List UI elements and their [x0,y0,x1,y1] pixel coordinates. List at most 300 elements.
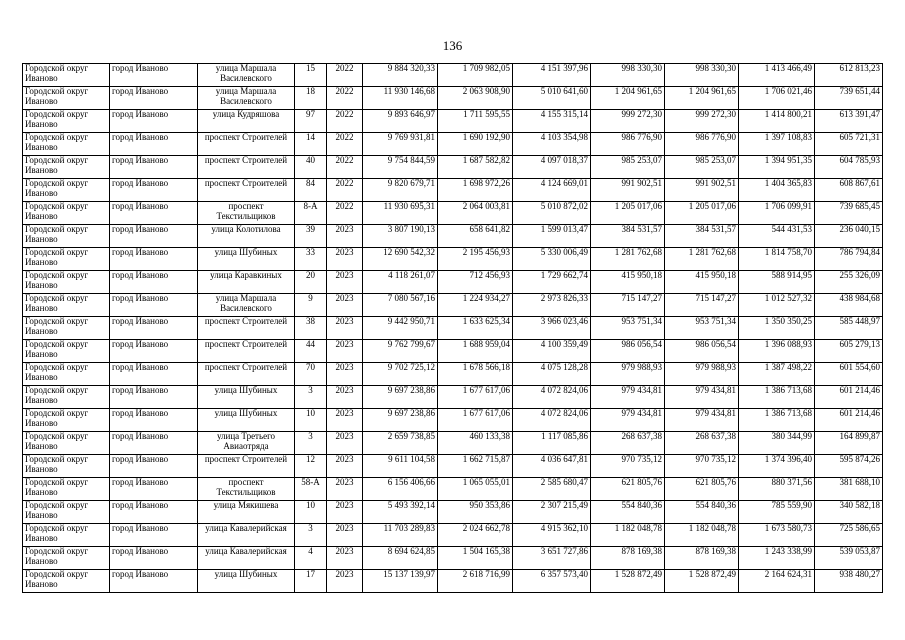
cell-total: 9 697 238,86 [363,409,438,432]
cell-col-10: 880 371,56 [739,478,815,501]
cell-district: Городской округ Иваново [23,271,110,294]
table-body [23,64,883,593]
cell-district: Городской округ Иваново [23,455,110,478]
cell-col-7: 5 010 872,02 [513,202,591,225]
cell-col-10: 1 012 527,32 [739,294,815,317]
table-row [23,294,883,317]
cell-district: Городской округ Иваново [23,386,110,409]
cell-col-11: 601 214,46 [815,386,883,409]
cell-total: 8 694 624,85 [363,547,438,570]
table-row [23,110,883,133]
cell-col-10: 785 559,90 [739,501,815,524]
cell-col-8: 979 434,81 [591,409,665,432]
cell-col-11: 739 651,44 [815,87,883,110]
cell-year: 2022 [327,202,363,225]
cell-col-7: 1 729 662,74 [513,271,591,294]
cell-col-7: 4 124 669,01 [513,179,591,202]
cell-col-11: 605 279,13 [815,340,883,363]
page-number: 136 [442,38,463,53]
cell-col-11: 612 813,23 [815,64,883,87]
cell-year: 2023 [327,248,363,271]
cell-col-9: 1 205 017,06 [665,202,739,225]
cell-street: улица Кавалерийская [198,547,295,570]
cell-col-9: 1 281 762,68 [665,248,739,271]
cell-col-6: 658 641,82 [438,225,513,248]
cell-col-11: 613 391,47 [815,110,883,133]
table-row [23,478,883,501]
cell-city: город Иваново [110,133,198,156]
cell-total: 9 762 799,67 [363,340,438,363]
cell-total: 9 442 950,71 [363,317,438,340]
cell-total: 7 080 567,16 [363,294,438,317]
cell-col-6: 1 662 715,87 [438,455,513,478]
table-row [23,202,883,225]
cell-street: проспект Строителей [198,363,295,386]
cell-street: проспект Строителей [198,317,295,340]
cell-col-7: 1 599 013,47 [513,225,591,248]
table-row [23,179,883,202]
cell-street: улица Мякишева [198,501,295,524]
cell-col-6: 2 024 662,78 [438,524,513,547]
cell-col-8: 986 776,90 [591,133,665,156]
cell-house: 38 [295,317,327,340]
cell-col-8: 268 637,38 [591,432,665,455]
cell-house: 18 [295,87,327,110]
cell-city: город Иваново [110,64,198,87]
cell-col-11: 601 554,60 [815,363,883,386]
cell-col-8: 998 330,30 [591,64,665,87]
cell-total: 9 893 646,97 [363,110,438,133]
cell-col-7: 4 075 128,28 [513,363,591,386]
cell-col-6: 1 711 595,55 [438,110,513,133]
cell-col-7: 3 966 023,46 [513,317,591,340]
cell-col-9: 970 735,12 [665,455,739,478]
cell-house: 40 [295,156,327,179]
cell-col-6: 1 677 617,06 [438,409,513,432]
cell-district: Городской округ Иваново [23,87,110,110]
cell-year: 2023 [327,547,363,570]
cell-col-10: 588 914,95 [739,271,815,294]
cell-col-7: 1 117 085,86 [513,432,591,455]
cell-year: 2022 [327,156,363,179]
cell-col-10: 1 386 713,68 [739,386,815,409]
cell-year: 2023 [327,455,363,478]
cell-year: 2022 [327,110,363,133]
cell-street: улица Маршала Василевского [198,64,295,87]
cell-col-6: 460 133,38 [438,432,513,455]
cell-col-9: 979 434,81 [665,409,739,432]
cell-col-7: 4 103 354,98 [513,133,591,156]
cell-house: 4 [295,547,327,570]
cell-house: 3 [295,524,327,547]
cell-city: город Иваново [110,179,198,202]
cell-house: 58-А [295,478,327,501]
cell-total: 9 754 844,59 [363,156,438,179]
cell-house: 70 [295,363,327,386]
cell-col-10: 1 814 758,70 [739,248,815,271]
table-row [23,363,883,386]
cell-year: 2023 [327,340,363,363]
cell-total: 15 137 139,97 [363,570,438,593]
cell-col-11: 725 586,65 [815,524,883,547]
cell-house: 39 [295,225,327,248]
table-row [23,156,883,179]
table-row [23,225,883,248]
cell-year: 2023 [327,478,363,501]
cell-col-10: 1 706 099,91 [739,202,815,225]
cell-col-6: 1 677 617,06 [438,386,513,409]
cell-street: проспект Строителей [198,156,295,179]
table-row [23,87,883,110]
cell-house: 44 [295,340,327,363]
cell-col-7: 4 100 359,49 [513,340,591,363]
cell-col-7: 5 330 006,49 [513,248,591,271]
cell-year: 2023 [327,432,363,455]
cell-col-7: 4 072 824,06 [513,386,591,409]
cell-col-9: 998 330,30 [665,64,739,87]
cell-col-11: 938 480,27 [815,570,883,593]
cell-col-9: 1 182 048,78 [665,524,739,547]
cell-district: Городской округ Иваново [23,478,110,501]
cell-city: город Иваново [110,294,198,317]
cell-col-10: 1 706 021,46 [739,87,815,110]
cell-house: 17 [295,570,327,593]
cell-city: город Иваново [110,432,198,455]
cell-house: 8-А [295,202,327,225]
cell-house: 3 [295,432,327,455]
table-row [23,248,883,271]
table-row [23,455,883,478]
cell-col-7: 2 973 826,33 [513,294,591,317]
cell-year: 2022 [327,64,363,87]
cell-street: проспект Строителей [198,133,295,156]
cell-year: 2022 [327,87,363,110]
cell-total: 5 493 392,14 [363,501,438,524]
cell-house: 10 [295,409,327,432]
table-row [23,570,883,593]
cell-district: Городской округ Иваново [23,340,110,363]
cell-col-11: 539 053,87 [815,547,883,570]
cell-col-8: 986 056,54 [591,340,665,363]
cell-total: 11 930 695,31 [363,202,438,225]
cell-year: 2023 [327,225,363,248]
cell-col-11: 604 785,93 [815,156,883,179]
cell-col-9: 415 950,18 [665,271,739,294]
cell-year: 2023 [327,363,363,386]
cell-city: город Иваново [110,570,198,593]
cell-district: Городской округ Иваново [23,110,110,133]
cell-col-7: 4 155 315,14 [513,110,591,133]
cell-col-8: 621 805,76 [591,478,665,501]
cell-total: 2 659 738,85 [363,432,438,455]
cell-city: город Иваново [110,87,198,110]
cell-col-8: 1 182 048,78 [591,524,665,547]
cell-col-6: 950 353,86 [438,501,513,524]
cell-street: проспект Строителей [198,179,295,202]
cell-col-9: 991 902,51 [665,179,739,202]
cell-district: Городской округ Иваново [23,501,110,524]
cell-col-10: 1 374 396,40 [739,455,815,478]
cell-col-9: 985 253,07 [665,156,739,179]
cell-col-10: 2 164 624,31 [739,570,815,593]
cell-col-6: 1 688 959,04 [438,340,513,363]
cell-col-6: 2 195 456,93 [438,248,513,271]
cell-col-8: 979 988,93 [591,363,665,386]
cell-col-8: 970 735,12 [591,455,665,478]
cell-col-6: 1 504 165,38 [438,547,513,570]
cell-house: 97 [295,110,327,133]
table-row [23,524,883,547]
cell-col-11: 786 794,84 [815,248,883,271]
cell-street: улица Каравкиных [198,271,295,294]
cell-city: город Иваново [110,386,198,409]
cell-col-11: 438 984,68 [815,294,883,317]
cell-col-11: 340 582,18 [815,501,883,524]
cell-col-11: 739 685,45 [815,202,883,225]
cell-city: город Иваново [110,524,198,547]
cell-street: проспект Строителей [198,455,295,478]
cell-total: 4 118 261,07 [363,271,438,294]
cell-col-10: 1 414 800,21 [739,110,815,133]
cell-col-6: 2 618 716,99 [438,570,513,593]
cell-col-7: 4 036 647,81 [513,455,591,478]
cell-city: город Иваново [110,202,198,225]
cell-col-7: 3 651 727,86 [513,547,591,570]
cell-street: улица Шубиных [198,570,295,593]
cell-city: город Иваново [110,110,198,133]
cell-district: Городской округ Иваново [23,64,110,87]
cell-district: Городской округ Иваново [23,547,110,570]
cell-col-9: 621 805,76 [665,478,739,501]
cell-total: 9 884 320,33 [363,64,438,87]
cell-year: 2023 [327,386,363,409]
table-row [23,409,883,432]
cell-total: 9 611 104,58 [363,455,438,478]
table-row [23,317,883,340]
cell-col-11: 595 874,26 [815,455,883,478]
cell-col-11: 164 899,87 [815,432,883,455]
cell-col-9: 999 272,30 [665,110,739,133]
cell-col-10: 544 431,53 [739,225,815,248]
cell-col-9: 979 434,81 [665,386,739,409]
cell-city: город Иваново [110,363,198,386]
cell-house: 12 [295,455,327,478]
cell-col-6: 1 690 192,90 [438,133,513,156]
cell-district: Городской округ Иваново [23,524,110,547]
cell-total: 3 807 190,13 [363,225,438,248]
cell-city: город Иваново [110,248,198,271]
cell-col-9: 715 147,27 [665,294,739,317]
cell-district: Городской округ Иваново [23,363,110,386]
cell-house: 10 [295,501,327,524]
cell-col-9: 986 776,90 [665,133,739,156]
cell-col-11: 608 867,61 [815,179,883,202]
cell-col-9: 384 531,57 [665,225,739,248]
cell-house: 15 [295,64,327,87]
cell-total: 9 769 931,81 [363,133,438,156]
cell-col-10: 380 344,99 [739,432,815,455]
cell-col-11: 601 214,46 [815,409,883,432]
cell-col-8: 953 751,34 [591,317,665,340]
cell-street: улица Третьего Авиаотряда [198,432,295,455]
cell-year: 2023 [327,501,363,524]
cell-col-10: 1 350 350,25 [739,317,815,340]
cell-col-11: 255 326,09 [815,271,883,294]
cell-col-7: 6 357 573,40 [513,570,591,593]
cell-col-10: 1 387 498,22 [739,363,815,386]
table-row [23,547,883,570]
cell-col-10: 1 394 951,35 [739,156,815,179]
cell-col-6: 1 678 566,18 [438,363,513,386]
cell-col-7: 2 585 680,47 [513,478,591,501]
cell-year: 2023 [327,570,363,593]
cell-district: Городской округ Иваново [23,317,110,340]
cell-col-8: 1 528 872,49 [591,570,665,593]
cell-street: улица Маршала Василевского [198,294,295,317]
cell-total: 6 156 406,66 [363,478,438,501]
cell-street: проспект Текстильщиков [198,202,295,225]
cell-house: 84 [295,179,327,202]
table-row [23,271,883,294]
cell-street: проспект Текстильщиков [198,478,295,501]
table-row [23,386,883,409]
cell-district: Городской округ Иваново [23,432,110,455]
cell-col-10: 1 386 713,68 [739,409,815,432]
cell-col-6: 712 456,93 [438,271,513,294]
data-table [22,63,883,593]
cell-house: 14 [295,133,327,156]
cell-district: Городской округ Иваново [23,248,110,271]
cell-col-10: 1 673 580,73 [739,524,815,547]
cell-col-6: 1 633 625,34 [438,317,513,340]
cell-col-8: 1 281 762,68 [591,248,665,271]
cell-col-9: 986 056,54 [665,340,739,363]
cell-col-7: 4 072 824,06 [513,409,591,432]
cell-year: 2022 [327,133,363,156]
cell-street: улица Шубиных [198,409,295,432]
cell-col-10: 1 413 466,49 [739,64,815,87]
cell-col-11: 585 448,97 [815,317,883,340]
cell-col-6: 1 698 972,26 [438,179,513,202]
cell-year: 2023 [327,271,363,294]
cell-year: 2023 [327,409,363,432]
cell-street: проспект Строителей [198,340,295,363]
table-row [23,501,883,524]
cell-district: Городской округ Иваново [23,570,110,593]
cell-year: 2022 [327,179,363,202]
cell-district: Городской округ Иваново [23,225,110,248]
cell-district: Городской округ Иваново [23,409,110,432]
cell-city: город Иваново [110,271,198,294]
cell-city: город Иваново [110,409,198,432]
cell-col-8: 715 147,27 [591,294,665,317]
table-row [23,432,883,455]
cell-district: Городской округ Иваново [23,156,110,179]
cell-district: Городской округ Иваново [23,133,110,156]
cell-col-10: 1 243 338,99 [739,547,815,570]
cell-col-9: 953 751,34 [665,317,739,340]
cell-col-8: 999 272,30 [591,110,665,133]
cell-col-9: 878 169,38 [665,547,739,570]
cell-col-8: 1 204 961,65 [591,87,665,110]
table-row [23,64,883,87]
cell-col-8: 878 169,38 [591,547,665,570]
cell-col-9: 1 528 872,49 [665,570,739,593]
cell-col-8: 415 950,18 [591,271,665,294]
cell-col-6: 2 063 908,90 [438,87,513,110]
cell-col-8: 979 434,81 [591,386,665,409]
cell-col-7: 4 097 018,37 [513,156,591,179]
cell-year: 2023 [327,294,363,317]
cell-street: улица Кудряшова [198,110,295,133]
cell-total: 9 702 725,12 [363,363,438,386]
cell-city: город Иваново [110,156,198,179]
cell-col-10: 1 396 088,93 [739,340,815,363]
cell-city: город Иваново [110,478,198,501]
cell-total: 11 930 146,68 [363,87,438,110]
cell-col-6: 2 064 003,81 [438,202,513,225]
cell-street: улица Маршала Василевского [198,87,295,110]
cell-total: 9 820 679,71 [363,179,438,202]
cell-col-11: 236 040,15 [815,225,883,248]
cell-col-7: 4 915 362,10 [513,524,591,547]
cell-street: улица Шубиных [198,248,295,271]
cell-col-8: 1 205 017,06 [591,202,665,225]
cell-col-6: 1 709 982,05 [438,64,513,87]
cell-col-6: 1 687 582,82 [438,156,513,179]
cell-col-8: 985 253,07 [591,156,665,179]
table-row [23,133,883,156]
cell-city: город Иваново [110,340,198,363]
cell-total: 9 697 238,86 [363,386,438,409]
cell-col-8: 384 531,57 [591,225,665,248]
cell-city: город Иваново [110,455,198,478]
cell-col-7: 4 151 397,96 [513,64,591,87]
cell-col-8: 554 840,36 [591,501,665,524]
cell-col-7: 2 307 215,49 [513,501,591,524]
cell-city: город Иваново [110,225,198,248]
cell-col-9: 554 840,36 [665,501,739,524]
cell-city: город Иваново [110,501,198,524]
cell-year: 2023 [327,524,363,547]
cell-total: 12 690 542,32 [363,248,438,271]
cell-house: 20 [295,271,327,294]
cell-col-11: 381 688,10 [815,478,883,501]
cell-house: 3 [295,386,327,409]
cell-col-10: 1 404 365,83 [739,179,815,202]
cell-col-9: 1 204 961,65 [665,87,739,110]
cell-district: Городской округ Иваново [23,179,110,202]
cell-total: 11 703 289,83 [363,524,438,547]
cell-house: 9 [295,294,327,317]
cell-street: улица Колотилова [198,225,295,248]
cell-house: 33 [295,248,327,271]
cell-district: Городской округ Иваново [23,294,110,317]
cell-col-9: 268 637,38 [665,432,739,455]
cell-col-6: 1 065 055,01 [438,478,513,501]
cell-col-10: 1 397 108,83 [739,133,815,156]
cell-col-6: 1 224 934,27 [438,294,513,317]
table-row [23,340,883,363]
cell-col-9: 979 988,93 [665,363,739,386]
cell-district: Городской округ Иваново [23,202,110,225]
cell-col-7: 5 010 641,60 [513,87,591,110]
cell-year: 2023 [327,317,363,340]
cell-col-8: 991 902,51 [591,179,665,202]
cell-street: улица Шубиных [198,386,295,409]
cell-city: город Иваново [110,317,198,340]
cell-street: улица Кавалерийская [198,524,295,547]
